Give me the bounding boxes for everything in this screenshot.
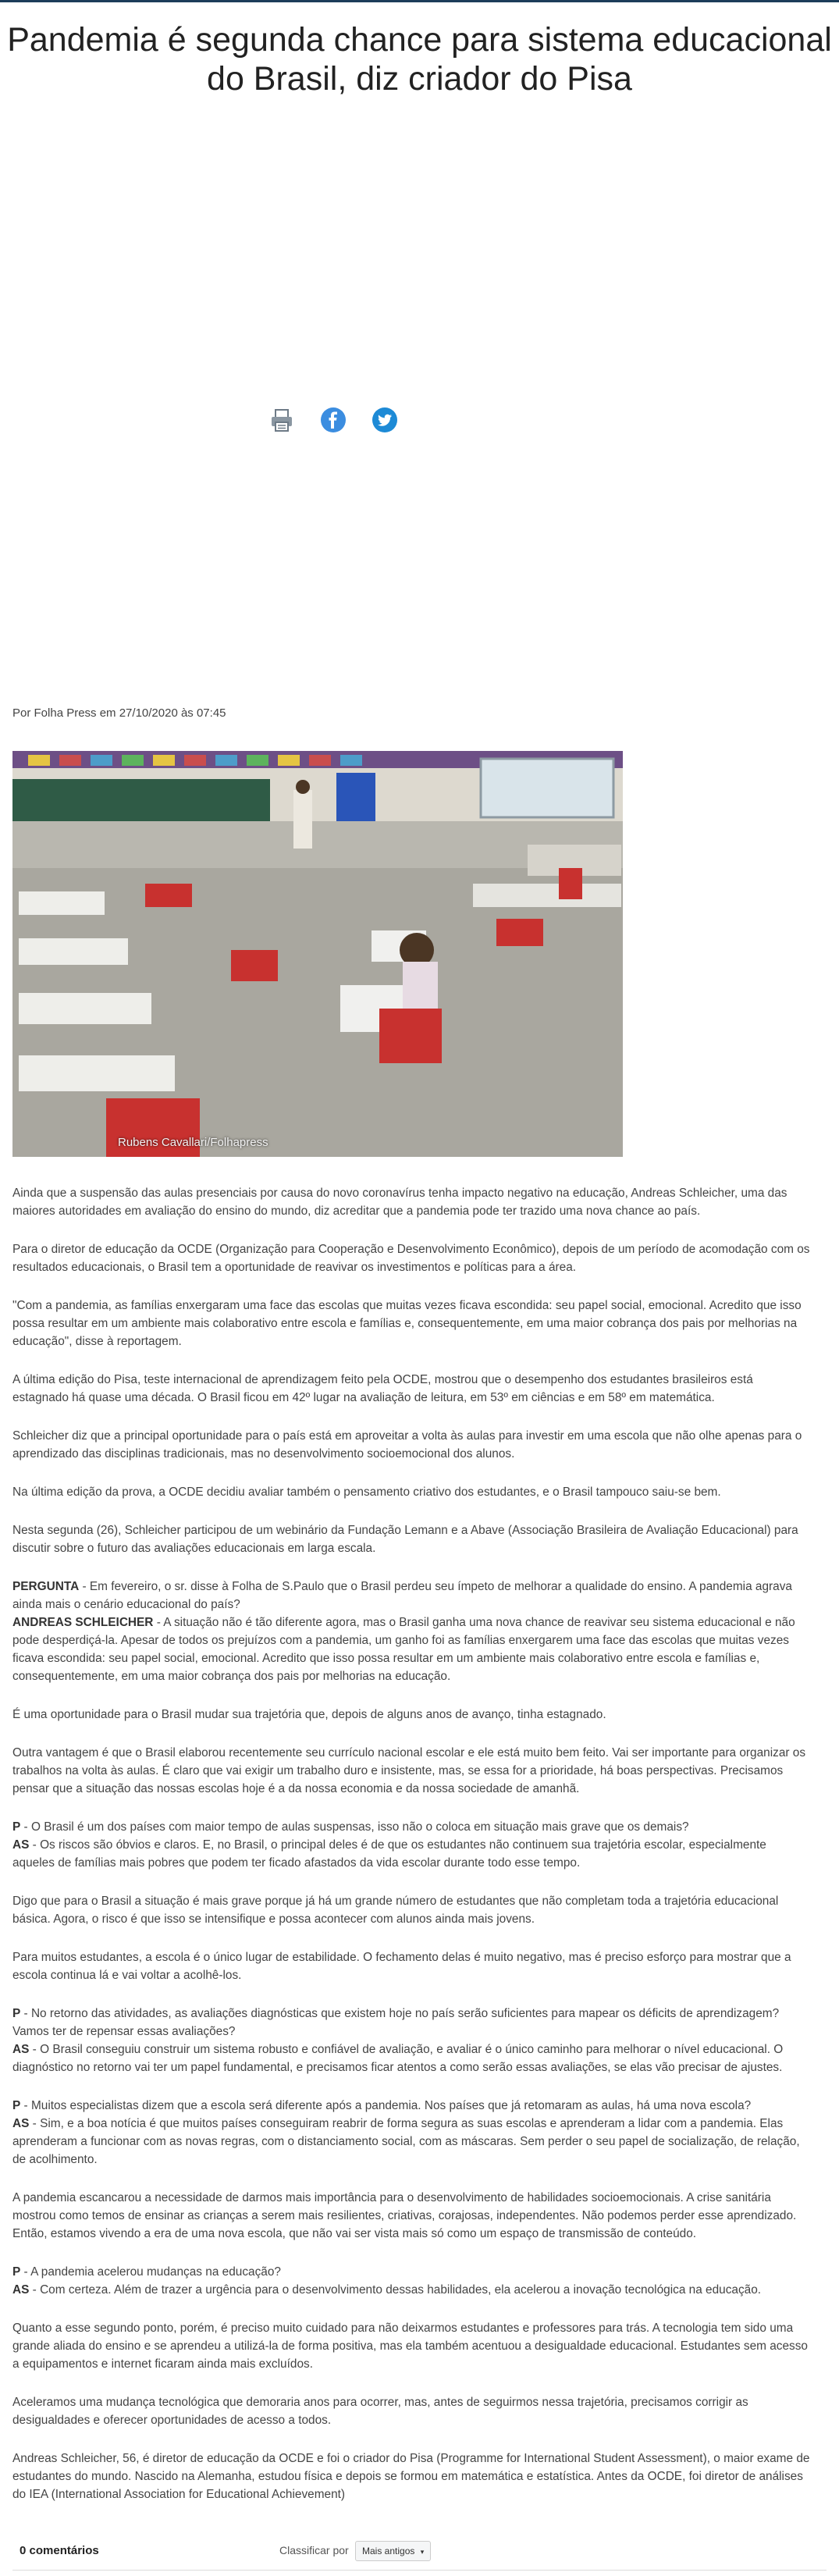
qa-answer-label: AS <box>12 2117 30 2130</box>
qa-answer-label: AS <box>12 2283 30 2297</box>
article-body <box>12 1184 812 2524</box>
twitter-share-button[interactable] <box>371 406 399 434</box>
printer-icon <box>268 406 296 434</box>
qa-answer-label: ANDREAS SCHLEICHER <box>12 1616 154 1629</box>
qa-question-text: - No retorno das atividades, as avaliações diagnósticas que existem hoje no país serão suficientes para mapear os déficits de aprendizagem? Vamos ter de repensar essas avaliações? <box>12 2007 780 2038</box>
qa-answer-text: - O Brasil conseguiu construir um sistema robusto e confiável de avaliação, e avaliar é o único caminho para melhorar o nível educacional. O diagnóstico no retorno vai ter um papel fundamental, e precisamos ficar atentos a como serão essas avaliações, se elas vão precisar de ajustes. <box>12 2043 784 2074</box>
qa-question-label: PERGUNTA <box>12 1580 80 1593</box>
sort-label: Classificar por <box>279 2544 349 2556</box>
sort-select[interactable] <box>355 2541 431 2561</box>
qa-answer-text: - Com certeza. Além de trazer a urgência para o desenvolvimento dessas habilidades, ela acelerou a inovação tecnológica na educação. <box>29 2283 762 2297</box>
article-title: Pandemia é segunda chance para sistema educacional do Brasil, diz criador do Pisa <box>7 21 832 98</box>
comments-divider <box>12 2570 827 2571</box>
qa-answer-text: - A situação não é tão diferente agora, mas o Brasil ganha uma nova chance de reavivar seu sistema educacional e não pode desperdiçá-la. Apesar de todos os prejuízos com a pandemia, um ganho foi as famílias enxergarem uma face das escolas que muitas vezes ficava escondida: seu papel social, emocional. Acredito que isso possa resultar em um ambiente mais colaborativo entre escola e famílias e, consequentemente, em uma maior cobrança dos pais por melhorias na educação. <box>12 1616 795 1683</box>
twitter-icon <box>371 406 399 434</box>
facebook-share-button[interactable] <box>319 406 347 434</box>
facebook-icon <box>319 406 347 434</box>
article-paragraph: "Com a pandemia, as famílias enxergaram uma face das escolas que muitas vezes ficava escondida: seu papel social, emocional. Acredito que isso possa resultar em um ambiente mais colaborativo entre escola e famílias e, consequentemente, em uma maior cobrança dos pais por melhorias na educação", disse à reportagem. <box>12 1299 802 1348</box>
qa-question-label: P <box>12 2265 21 2279</box>
article-paragraph: A última edição do Pisa, teste internacional de aprendizagem feito pela OCDE, mostrou que o desempenho dos estudantes brasileiros está estagnado há quase uma década. O Brasil ficou em 42º lugar na avaliação de leitura, em 53º em ciências e em 58º em matemática. <box>12 1373 753 1404</box>
qa-block <box>12 1578 812 1685</box>
photo-credit: Rubens Cavallari/Folhapress <box>118 1136 268 1149</box>
qa-answer-label: AS <box>12 1838 30 1852</box>
qa-question-text: - O Brasil é um dos países com maior tempo de aulas suspensas, isso não o coloca em situação mais grave que os demais? <box>20 1820 689 1834</box>
article-paragraph: A pandemia escancarou a necessidade de darmos mais importância para o desenvolvimento de habilidades socioemocionais. A crise sanitária mostrou como temos de ensinar as crianças a serem mais resilientes, criativas, corajosas, independentes. Não podemos perder esse aprendizado. Então, estamos vivendo a era de uma nova escola, que não vai ser vista mais só como um espaço de transmissão de conteúdo. <box>12 2191 797 2240</box>
qa-block <box>12 1818 812 1872</box>
qa-answer-label: AS <box>12 2043 30 2056</box>
article-paragraph: Ainda que a suspensão das aulas presenciais por causa do novo coronavírus tenha impacto negativo na educação, Andreas Schleicher, uma das maiores autoridades em avaliação do ensino do mundo, diz acreditar que a pandemia pode ter trazido uma nova chance ao país. <box>12 1187 787 1218</box>
article-paragraph: Quanto a esse segundo ponto, porém, é preciso muito cuidado para não deixarmos estudantes e professores para trás. A tecnologia tem sido uma grande aliada do ensino e se aprendeu a utilizá-la de forma positiva, mas ela também acentuou a desigualdade educacional. Estudantes sem acesso a equipamentos e internet ficaram ainda mais excluídos. <box>12 2322 808 2371</box>
article-byline: Por Folha Press em 27/10/2020 às 07:45 <box>12 706 226 720</box>
article-paragraph: Outra vantagem é que o Brasil elaborou recentemente seu currículo nacional escolar e ele está muito bem feito. Vai ser importante para organizar os trabalhos na volta às aulas. É claro que vai exigir um trabalho duro e insistente, mas, se essa for a prioridade, há boas perspectivas. Precisamos pensar que a situação das nossas escolas hoje é a da nossa economia e da nossa sociedade de amanhã. <box>12 1746 806 1795</box>
comments-count: 0 comentários <box>20 2544 99 2557</box>
comments-bar <box>0 2533 839 2564</box>
article-paragraph: Para muitos estudantes, a escola é o único lugar de estabilidade. O fechamento delas é muito negativo, mas é preciso esforço para mostrar que a escola continua lá e vai voltar a acolhê-los. <box>12 1951 791 1982</box>
article-paragraph: Digo que para o Brasil a situação é mais grave porque já há um grande número de estudantes que não completam toda a trajetória educacional básica. Agora, o risco é que isso se intensifique e possa acontecer com alunos ainda mais jovens. <box>12 1895 779 1926</box>
article-paragraph: Schleicher diz que a principal oportunidade para o país está em aproveitar a volta às aulas para investir em uma escola que não olhe apenas para o aprendizado das disciplinas tradicionais, mas no desenvolvimento socioemocional dos alunos. <box>12 1429 802 1461</box>
qa-answer-text: - Sim, e a boa notícia é que muitos países conseguiram reabrir de forma segura as suas escolas e aprenderam a lidar com a pandemia. Elas aprenderam a funcionar com as novas regras, com o distanciamento social, com as máscaras. Sem perder o seu papel de socialização, de relação, de acolhimento. <box>12 2117 800 2166</box>
qa-block <box>12 2097 812 2169</box>
qa-answer-text: - Os riscos são óbvios e claros. E, no Brasil, o principal deles é de que os estudantes não continuem sua trajetória escolar, especialmente aqueles de famílias mais pobres que podem ter ficado afastados da vida escolar durante todo esse tempo. <box>12 1838 766 1870</box>
qa-question-label: P <box>12 1820 21 1834</box>
qa-block <box>12 2005 812 2076</box>
print-button[interactable] <box>268 406 296 434</box>
sort-select-value: Mais antigos <box>362 2546 415 2556</box>
classroom-photo <box>12 751 623 1157</box>
article-paragraph: Andreas Schleicher, 56, é diretor de educação da OCDE e foi o criador do Pisa (Programme for International Student Assessment), o maior exame de estudantes do mundo. Nascido na Alemanha, estudou física e depois se formou em matemática e estatística. Antes da OCDE, foi diretor de análises do IEA (International Association for Educational Achievement) <box>12 2452 810 2501</box>
qa-question-label: P <box>12 2099 21 2112</box>
article-paragraph: Na última edição da prova, a OCDE decidiu avaliar também o pensamento criativo dos estudantes, e o Brasil tampouco saiu-se bem. <box>12 1485 721 1499</box>
article-paragraph: É uma oportunidade para o Brasil mudar sua trajetória que, depois de alguns anos de avanço, tinha estagnado. <box>12 1708 606 1721</box>
article-paragraph: Nesta segunda (26), Schleicher participou de um webinário da Fundação Lemann e a Abave (Associação Brasileira de Avaliação Educacional) para discutir sobre o futuro das avaliações educacionais em larga escala. <box>12 1524 798 1555</box>
top-accent-bar <box>0 0 839 2</box>
article-paragraph: Aceleramos uma mudança tecnológica que demoraria anos para ocorrer, mas, antes de seguirmos nessa trajetória, precisamos corrigir as desigualdades e oferecer oportunidades de acesso a todos. <box>12 2396 748 2427</box>
qa-question-label: P <box>12 2007 21 2020</box>
chevron-down-icon: ▾ <box>420 2548 425 2556</box>
qa-block <box>12 2263 812 2299</box>
article-photo <box>12 751 623 1157</box>
qa-question-text: - Em fevereiro, o sr. disse à Folha de S.Paulo que o Brasil perdeu seu ímpeto de melhorar a qualidade do ensino. A pandemia agrava ainda mais o cenário educacional do país? <box>12 1580 792 1611</box>
qa-question-text: - Muitos especialistas dizem que a escola será diferente após a pandemia. Nos países que já retomaram as aulas, há uma nova escola? <box>20 2099 752 2112</box>
article-paragraph: Para o diretor de educação da OCDE (Organização para Cooperação e Desenvolvimento Econômico), depois de um período de acomodação com os resultados educacionais, o Brasil tem a oportunidade de reavivar os investimentos e políticas para a área. <box>12 1243 810 1274</box>
qa-question-text: - A pandemia acelerou mudanças na educação? <box>20 2265 281 2279</box>
